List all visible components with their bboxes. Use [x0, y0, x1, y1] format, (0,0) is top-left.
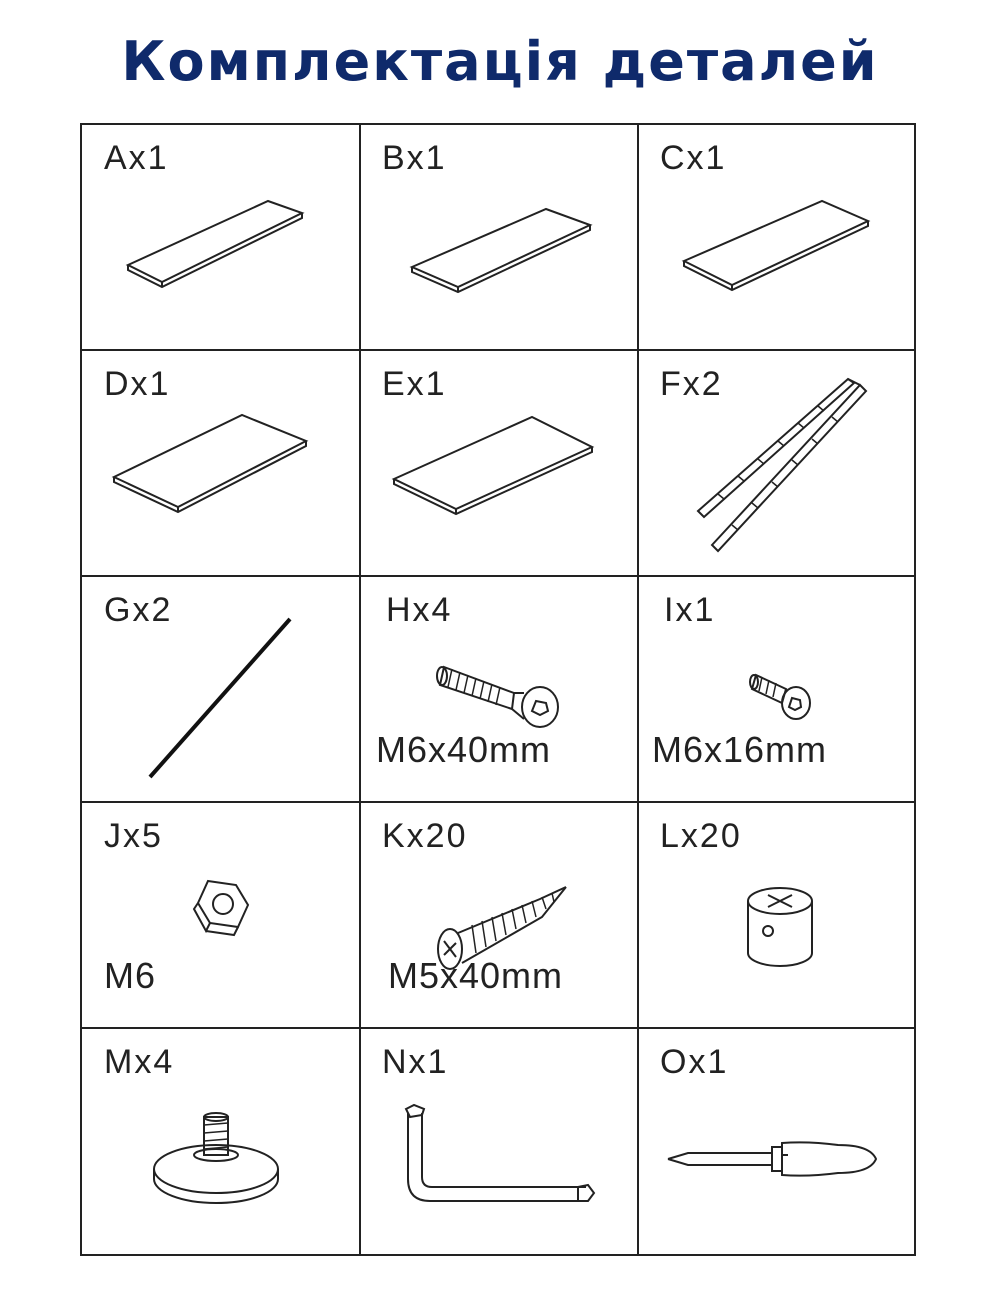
part-label: Lx20 — [660, 817, 742, 855]
part-label: Ix1 — [664, 591, 716, 629]
panel-icon — [638, 125, 916, 350]
part-cell-f — [638, 351, 916, 576]
rail-icon — [638, 351, 916, 576]
part-label: Bx1 — [382, 139, 447, 177]
part-size: M6x40mm — [376, 729, 552, 770]
hex-key-icon — [360, 1029, 638, 1254]
part-cell-i — [638, 577, 916, 802]
panel-icon — [82, 351, 360, 576]
part-cell-h — [360, 577, 638, 802]
part-label: Dx1 — [104, 365, 171, 403]
part-cell-b — [360, 125, 638, 350]
part-cell-g — [82, 577, 360, 802]
part-label: Ox1 — [660, 1043, 729, 1081]
part-cell-e — [360, 351, 638, 576]
parts-grid — [80, 123, 916, 1256]
panel-icon — [360, 125, 638, 350]
leveling-foot-icon — [82, 1029, 360, 1254]
part-cell-a — [82, 125, 360, 350]
part-size: M6x16mm — [652, 729, 828, 770]
part-cell-k — [360, 803, 638, 1028]
part-label: Jx5 — [104, 817, 163, 855]
page-title: Комплектація деталей — [121, 30, 879, 93]
part-label: Hx4 — [386, 591, 453, 629]
part-label: Cx1 — [660, 139, 727, 177]
part-label: Fx2 — [660, 365, 723, 403]
panel-icon — [360, 351, 638, 576]
screwdriver-icon — [638, 1029, 916, 1254]
part-label: Kx20 — [382, 817, 468, 855]
cam-barrel-icon — [638, 803, 916, 1028]
part-label: Ax1 — [104, 139, 169, 177]
part-size: M6 — [104, 955, 157, 996]
part-cell-o — [638, 1029, 916, 1254]
part-label: Gx2 — [104, 591, 173, 629]
part-cell-l — [638, 803, 916, 1028]
part-cell-c — [638, 125, 916, 350]
rod-icon — [82, 577, 360, 802]
part-cell-m — [82, 1029, 360, 1254]
part-label: Ex1 — [382, 365, 447, 403]
part-size: M5x40mm — [388, 955, 564, 996]
part-cell-d — [82, 351, 360, 576]
part-label: Mx4 — [104, 1043, 175, 1081]
panel-icon — [82, 125, 360, 350]
part-label: Nx1 — [382, 1043, 449, 1081]
part-cell-j — [82, 803, 360, 1028]
part-cell-n — [360, 1029, 638, 1254]
